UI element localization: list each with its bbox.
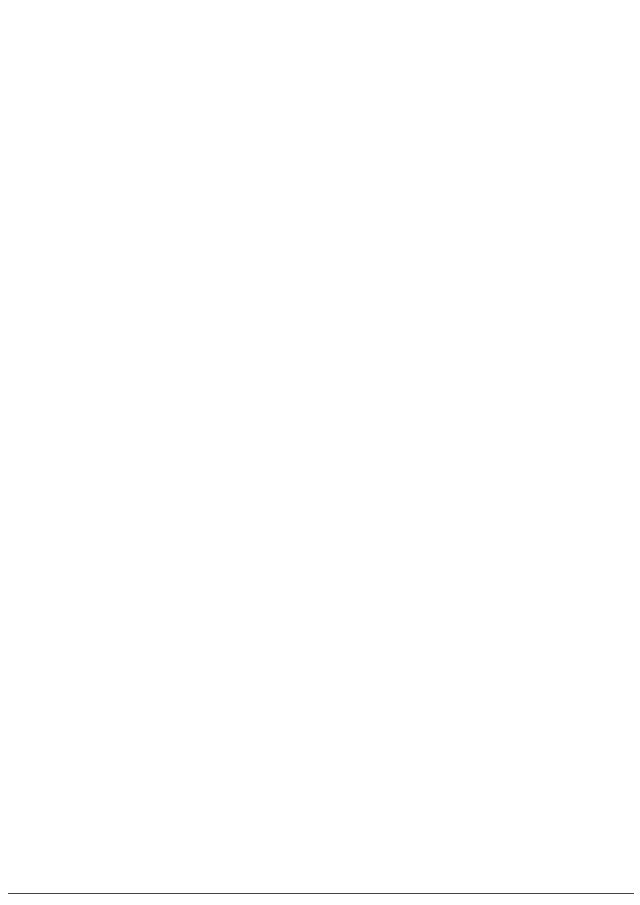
bottom-rule: [8, 893, 634, 894]
